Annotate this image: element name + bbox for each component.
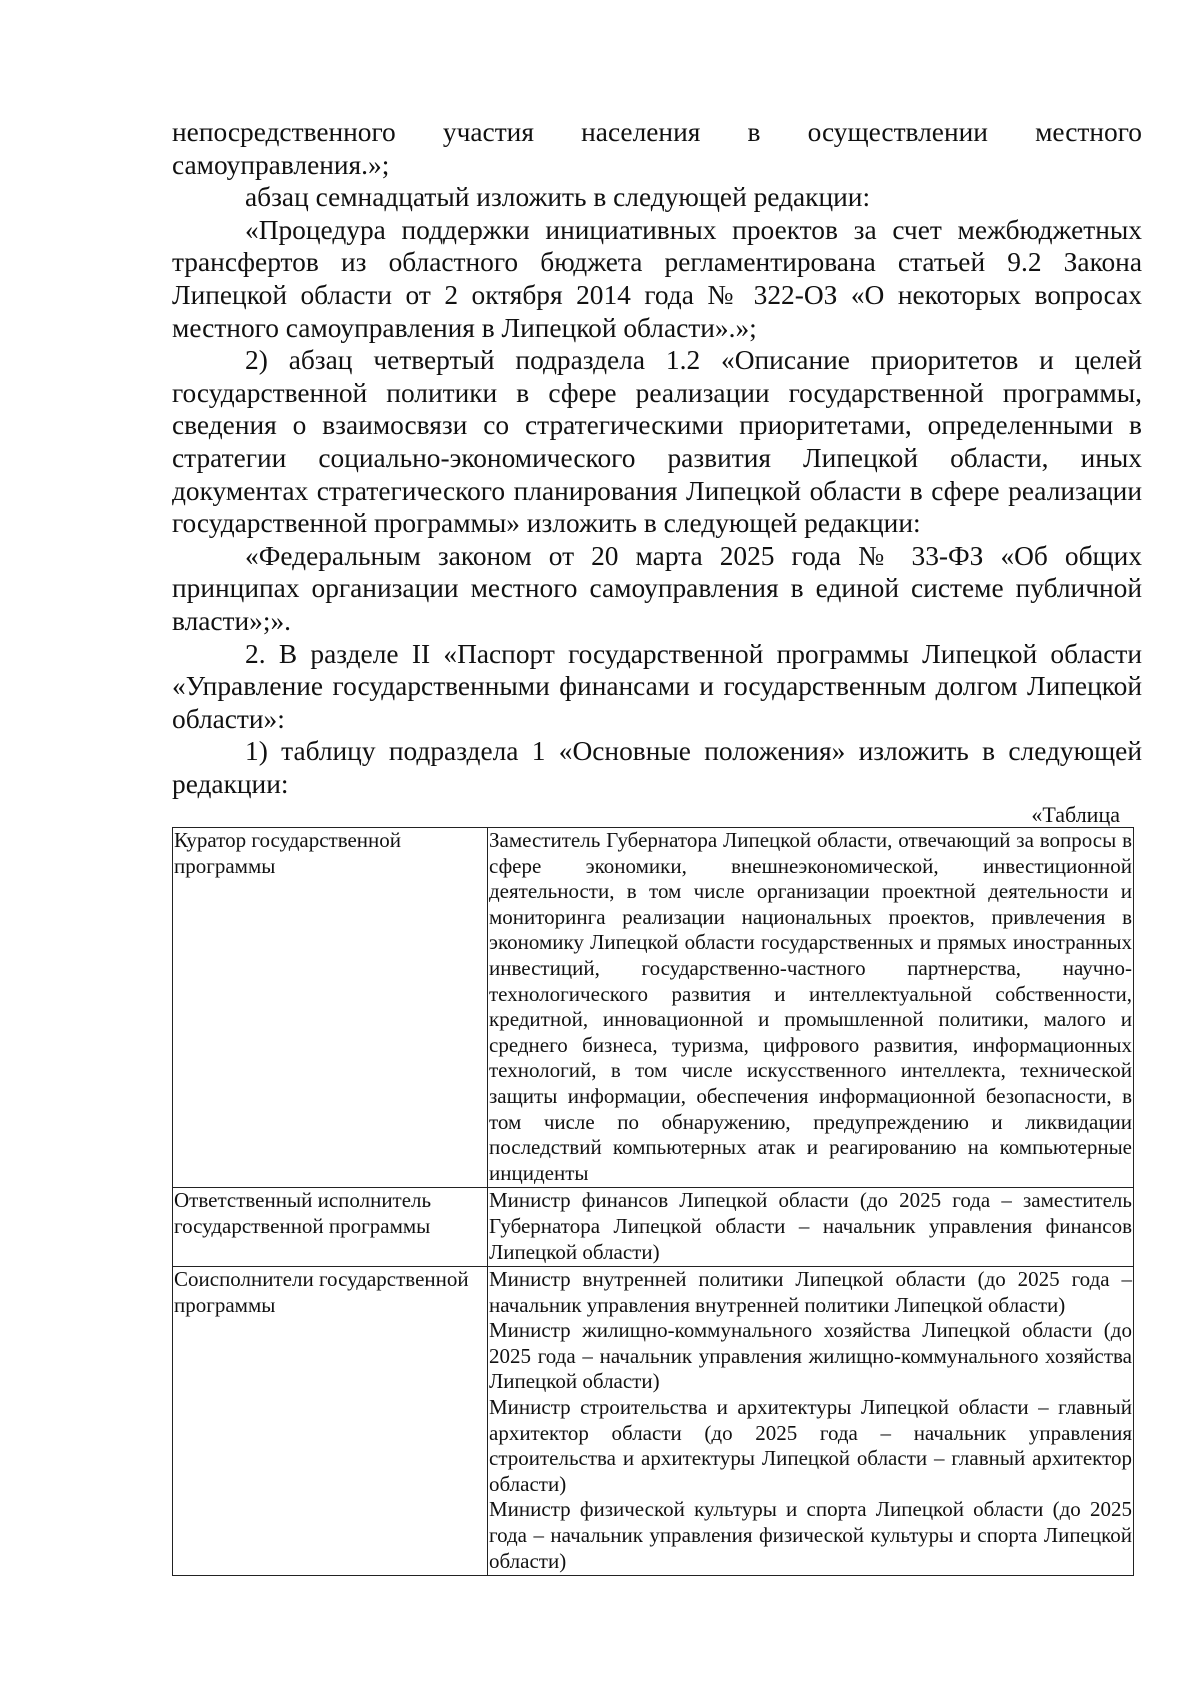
value-line: Заместитель Губернатора Липецкой области, отвечающий за вопросы в сфере экономики, внешнеэкономической, инвестиционной деятельности, в том числе организации проектной деятельности и мониторинга реализации национальных проектов, привлечения в экономику Липецкой области государственных и прямых иностранных инвестиций, государственно-частного партнерства, научно-технологического развития и интеллектуальной собственности, кредитной, инновационной и промышленной политики, малого и среднего бизнеса, туризма, цифрового развития, информационных технологий, в том числе искусственного интеллекта, технической защиты информации, обеспечения информационной безопасности, в том числе по обнаружению, предупреждению и ликвидации последствий компьютерных атак и реагированию на компьютерные инциденты xyxy=(489,828,1132,1185)
value-line: Министр жилищно-коммунального хозяйства Липецкой области (до 2025 года – начальник управления жилищно-коммунального хозяйства Липецкой области) xyxy=(489,1318,1132,1394)
value-line: Министр строительства и архитектуры Липецкой области – главный архитектор области (до 2025 года – начальник управления строительства и архитектуры Липецкой области – главный архитектор области) xyxy=(489,1395,1132,1496)
program-passport-table xyxy=(172,827,1134,1576)
value-line: Министр финансов Липецкой области (до 2025 года – заместитель Губернатора Липецкой области – начальник управления финансов Липецкой области) xyxy=(489,1188,1132,1264)
row-value xyxy=(488,1188,1134,1267)
paragraph: непосредственного участия населения в осуществлении местного самоуправления.»; xyxy=(172,117,1142,180)
table-caption: «Таблица xyxy=(1031,802,1120,827)
table-row xyxy=(173,828,1134,1188)
row-label: Соисполнители государственной программы xyxy=(173,1267,488,1576)
paragraph: 2. В разделе II «Паспорт государственной программы Липецкой области «Управление государственными финансами и государственным долгом Липецкой области»: xyxy=(172,638,1142,734)
body-text xyxy=(172,116,1142,800)
paragraph: абзац семнадцатый изложить в следующей редакции: xyxy=(245,182,871,213)
table-row xyxy=(173,1188,1134,1267)
paragraph: 2) абзац четвертый подраздела 1.2 «Описание приоритетов и целей государственной политики в сфере реализации государственной программы, сведения о взаимосвязи со стратегическими приоритетами, определенными в стратегии социально-экономического развития Липецкой области, иных документах стратегического планирования Липецкой области в сфере реализации государственной программы» изложить в следующей редакции: xyxy=(172,345,1142,539)
paragraph: «Федеральным законом от 20 марта 2025 года № 33-ФЗ «Об общих принципах организации местного самоуправления в единой системе публичной власти»;». xyxy=(172,540,1142,636)
paragraph: 1) таблицу подраздела 1 «Основные положения» изложить в следующей редакции: xyxy=(172,736,1142,799)
row-label: Куратор государственной программы xyxy=(173,828,488,1188)
value-line: Министр физической культуры и спорта Липецкой области (до 2025 года – начальник управления физической культуры и спорта Липецкой области) xyxy=(489,1497,1132,1573)
row-value xyxy=(488,828,1134,1188)
row-value xyxy=(488,1267,1134,1576)
table-row xyxy=(173,1267,1134,1576)
row-label: Ответственный исполнитель государственной программы xyxy=(173,1188,488,1267)
value-line: Министр внутренней политики Липецкой области (до 2025 года – начальник управления внутренней политики Липецкой области) xyxy=(489,1267,1132,1317)
paragraph: «Процедура поддержки инициативных проектов за счет межбюджетных трансфертов из областного бюджета регламентирована статьей 9.2 Закона Липецкой области от 2 октября 2014 года № 322-ОЗ «О некоторых вопросах местного самоуправления в Липецкой области».»; xyxy=(172,214,1142,343)
